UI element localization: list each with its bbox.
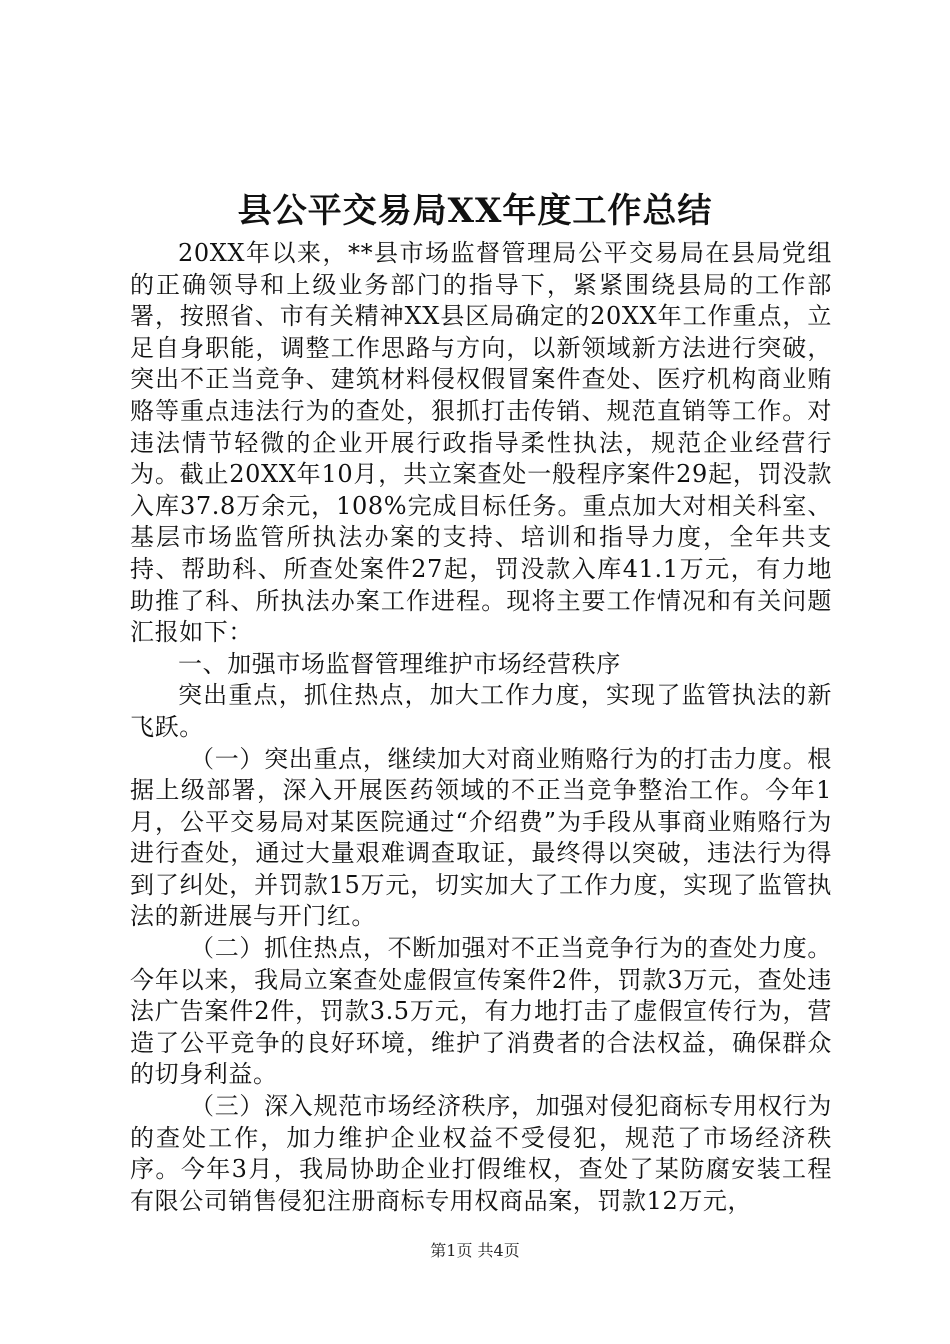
paragraph-item-1: （一）突出重点，继续加大对商业贿赂行为的打击力度。根据上级部署，深入开展医药领域的不正当竞争整治工作。今年1月，公平交易局对某医院通过“介绍费”为手段从事商业贿赂行为进行查处，通过大量艰难调查取证，最终得以突破，违法行为得到了纠处，并罚款15万元，切实加大了工作力度，实现了监管执法的新进展与开门红。 bbox=[130, 744, 832, 931]
section-heading-1: 一、加强市场监督管理维护市场经营秩序 bbox=[178, 649, 621, 678]
paragraph-item-3: （三）深入规范市场经济秩序，加强对侵犯商标专用权行为的查处工作，加力维护企业权益不受侵犯，规范了市场经济秩序。今年3月，我局协助企业打假维权，查处了某防腐安装工程有限公司销售侵犯注册商标专用权商品案，罚款12万元， bbox=[130, 1092, 832, 1215]
paragraph-item-2: （二）抓住热点，不断加强对不正当竞争行为的查处力度。今年以来，我局立案查处虚假宣传案件2件，罚款3万元，查处违法广告案件2件，罚款3.5万元，有力地打击了虚假宣传行为，营造了公平竞争的良好环境，维护了消费者的合法权益，确保群众的切身利益。 bbox=[130, 934, 832, 1089]
document-title: 县公平交易局XX年度工作总结 bbox=[237, 191, 713, 231]
paragraph-intro: 20XX年以来，**县市场监督管理局公平交易局在县局党组的正确领导和上级业务部门的指导下，紧紧围绕县局的工作部署，按照省、市有关精神XX县区局确定的20XX年工作重点，立足自身职能，调整工作思路与方向，以新领域新方法进行突破，突出不正当竞争、建筑材料侵权假冒案件查处、医疗机构商业贿赂等重点违法行为的查处，狠抓打击传销、规范直销等工作。对违法情节轻微的企业开展行政指导柔性执法，规范企业经营行为。截止20XX年10月，共立案查处一般程序案件29起，罚没款入库37.8万余元，108%完成目标任务。重点加大对相关科室、基层市场监管所执法办案的支持、培训和指导力度，全年共支持、帮助科、所查处案件27起，罚没款入库41.1万元，有力地助推了科、所执法办案工作进程。现将主要工作情况和有关问题汇报如下： bbox=[130, 239, 832, 647]
document-body bbox=[130, 238, 832, 1217]
page-footer: 第1页 共4页 bbox=[430, 1241, 520, 1260]
paragraph-section-summary: 突出重点，抓住热点，加大工作力度，实现了监管执法的新飞跃。 bbox=[130, 681, 832, 741]
